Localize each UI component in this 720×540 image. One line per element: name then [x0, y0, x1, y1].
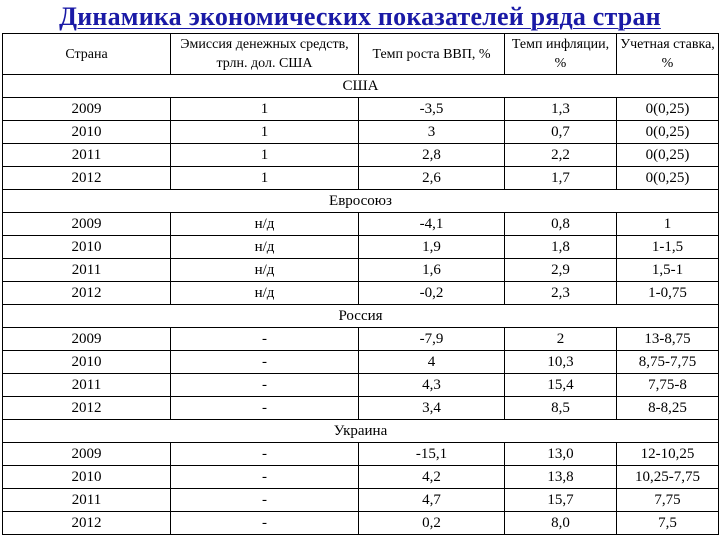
- inflation-cell: 1,7: [505, 167, 617, 190]
- discount-rate-cell: 12-10,25: [617, 443, 719, 466]
- header-discount-rate: Учетная ставка, %: [617, 34, 719, 75]
- emission-cell: -: [171, 443, 359, 466]
- emission-cell: -: [171, 374, 359, 397]
- section-header-row: [3, 305, 719, 328]
- inflation-cell: 8,5: [505, 397, 617, 420]
- year-cell: 2011: [3, 144, 171, 167]
- table-row: [3, 397, 719, 420]
- table-row: [3, 213, 719, 236]
- emission-cell: н/д: [171, 259, 359, 282]
- emission-cell: н/д: [171, 213, 359, 236]
- year-cell: 2011: [3, 489, 171, 512]
- gdp-growth-cell: 4,7: [359, 489, 505, 512]
- inflation-cell: 0,8: [505, 213, 617, 236]
- inflation-cell: 13,8: [505, 466, 617, 489]
- emission-cell: 1: [171, 121, 359, 144]
- inflation-cell: 8,0: [505, 512, 617, 535]
- emission-cell: -: [171, 351, 359, 374]
- inflation-cell: 2,2: [505, 144, 617, 167]
- discount-rate-cell: 0(0,25): [617, 144, 719, 167]
- emission-cell: -: [171, 512, 359, 535]
- table-row: [3, 121, 719, 144]
- gdp-growth-cell: 3,4: [359, 397, 505, 420]
- table-row: [3, 236, 719, 259]
- section-name: Евросоюз: [3, 190, 719, 213]
- discount-rate-cell: 1: [617, 213, 719, 236]
- emission-cell: 1: [171, 98, 359, 121]
- gdp-growth-cell: -7,9: [359, 328, 505, 351]
- gdp-growth-cell: -4,1: [359, 213, 505, 236]
- inflation-cell: 2: [505, 328, 617, 351]
- inflation-cell: 2,9: [505, 259, 617, 282]
- year-cell: 2012: [3, 282, 171, 305]
- gdp-growth-cell: 1,6: [359, 259, 505, 282]
- year-cell: 2010: [3, 466, 171, 489]
- discount-rate-cell: 7,75-8: [617, 374, 719, 397]
- year-cell: 2009: [3, 213, 171, 236]
- gdp-growth-cell: 3: [359, 121, 505, 144]
- discount-rate-cell: 1,5-1: [617, 259, 719, 282]
- inflation-cell: 0,7: [505, 121, 617, 144]
- discount-rate-cell: 0(0,25): [617, 121, 719, 144]
- gdp-growth-cell: 4,2: [359, 466, 505, 489]
- gdp-growth-cell: -0,2: [359, 282, 505, 305]
- year-cell: 2010: [3, 121, 171, 144]
- year-cell: 2010: [3, 236, 171, 259]
- inflation-cell: 1,3: [505, 98, 617, 121]
- year-cell: 2012: [3, 397, 171, 420]
- gdp-growth-cell: 4: [359, 351, 505, 374]
- inflation-cell: 1,8: [505, 236, 617, 259]
- table-row: [3, 98, 719, 121]
- gdp-growth-cell: -3,5: [359, 98, 505, 121]
- table-body: [3, 75, 719, 535]
- emission-cell: -: [171, 466, 359, 489]
- section-header-row: [3, 420, 719, 443]
- page-title: Динамика экономических показателей ряда стран: [59, 2, 661, 31]
- emission-cell: -: [171, 397, 359, 420]
- gdp-growth-cell: 4,3: [359, 374, 505, 397]
- inflation-cell: 15,7: [505, 489, 617, 512]
- emission-cell: н/д: [171, 236, 359, 259]
- gdp-growth-cell: 2,8: [359, 144, 505, 167]
- table-row: [3, 328, 719, 351]
- discount-rate-cell: 13-8,75: [617, 328, 719, 351]
- section-name: Украина: [3, 420, 719, 443]
- economic-indicators-table: [2, 33, 719, 535]
- inflation-cell: 15,4: [505, 374, 617, 397]
- table-row: [3, 167, 719, 190]
- gdp-growth-cell: 0,2: [359, 512, 505, 535]
- discount-rate-cell: 7,75: [617, 489, 719, 512]
- discount-rate-cell: 0(0,25): [617, 98, 719, 121]
- discount-rate-cell: 8-8,25: [617, 397, 719, 420]
- year-cell: 2012: [3, 167, 171, 190]
- discount-rate-cell: 7,5: [617, 512, 719, 535]
- table-row: [3, 351, 719, 374]
- header-inflation: Темп инфляции, %: [505, 34, 617, 75]
- emission-cell: 1: [171, 144, 359, 167]
- year-cell: 2010: [3, 351, 171, 374]
- table-row: [3, 489, 719, 512]
- emission-cell: н/д: [171, 282, 359, 305]
- emission-cell: -: [171, 328, 359, 351]
- table-row: [3, 282, 719, 305]
- emission-cell: -: [171, 489, 359, 512]
- gdp-growth-cell: 2,6: [359, 167, 505, 190]
- header-emission: Эмиссия денежных средств, трлн. дол. США: [171, 34, 359, 75]
- inflation-cell: 10,3: [505, 351, 617, 374]
- section-name: Россия: [3, 305, 719, 328]
- emission-cell: 1: [171, 167, 359, 190]
- header-gdp-growth: Темп роста ВВП, %: [359, 34, 505, 75]
- header-country: Страна: [3, 34, 171, 75]
- header-row: [3, 34, 719, 75]
- inflation-cell: 13,0: [505, 443, 617, 466]
- inflation-cell: 2,3: [505, 282, 617, 305]
- section-name: США: [3, 75, 719, 98]
- year-cell: 2012: [3, 512, 171, 535]
- discount-rate-cell: 8,75-7,75: [617, 351, 719, 374]
- table-row: [3, 259, 719, 282]
- table-row: [3, 512, 719, 535]
- discount-rate-cell: 10,25-7,75: [617, 466, 719, 489]
- table-row: [3, 466, 719, 489]
- section-header-row: [3, 190, 719, 213]
- table-row: [3, 374, 719, 397]
- section-header-row: [3, 75, 719, 98]
- year-cell: 2009: [3, 98, 171, 121]
- year-cell: 2011: [3, 374, 171, 397]
- table-row: [3, 443, 719, 466]
- table-row: [3, 144, 719, 167]
- discount-rate-cell: 0(0,25): [617, 167, 719, 190]
- discount-rate-cell: 1-1,5: [617, 236, 719, 259]
- discount-rate-cell: 1-0,75: [617, 282, 719, 305]
- year-cell: 2009: [3, 328, 171, 351]
- year-cell: 2011: [3, 259, 171, 282]
- gdp-growth-cell: -15,1: [359, 443, 505, 466]
- gdp-growth-cell: 1,9: [359, 236, 505, 259]
- year-cell: 2009: [3, 443, 171, 466]
